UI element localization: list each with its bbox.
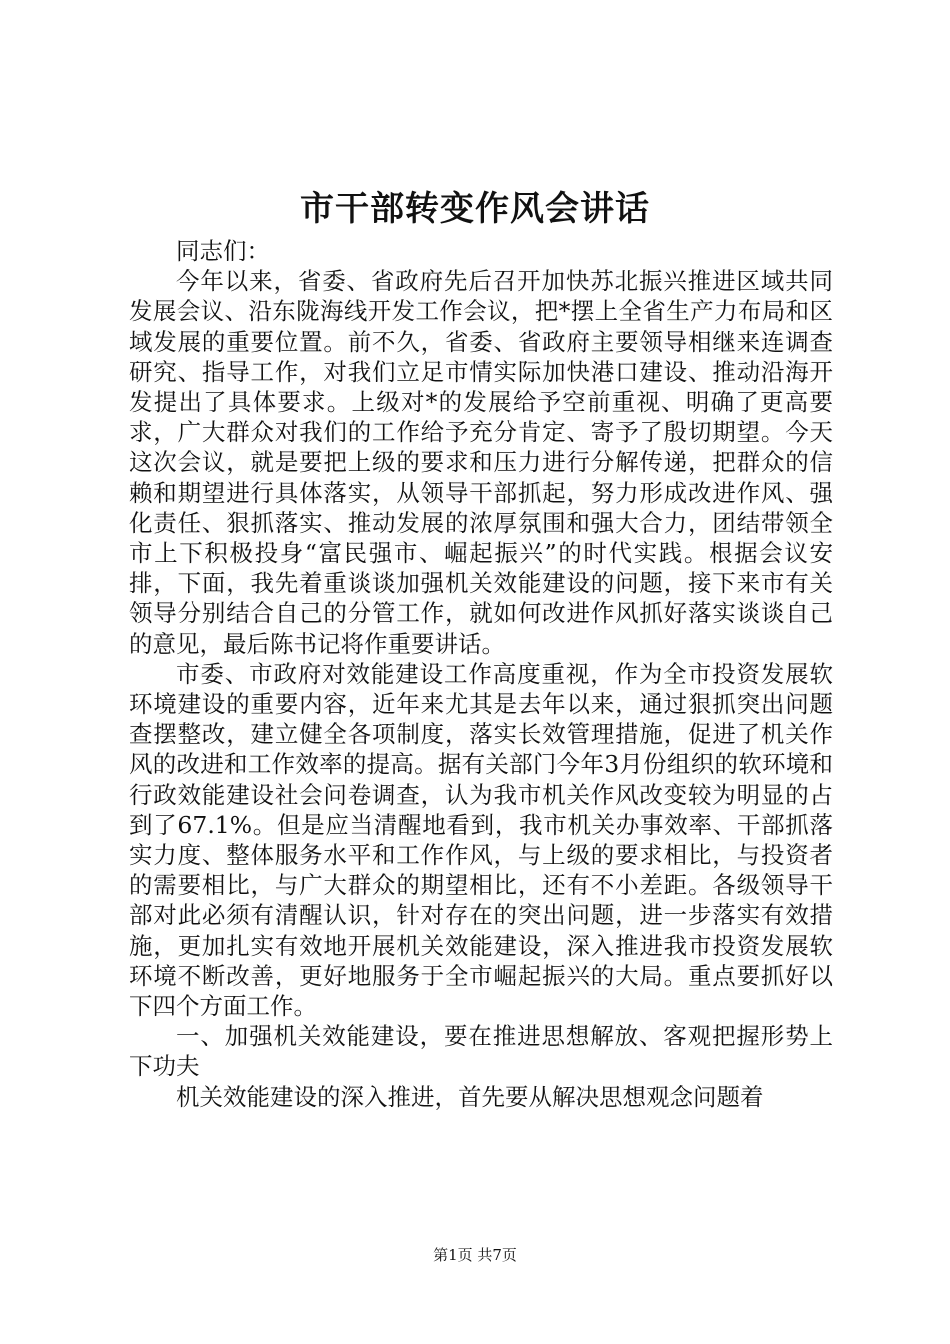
- body-paragraph: 今年以来，省委、省政府先后召开加快苏北振兴推进区域共同发展会议、沿东陇海线开发工作会议，把*摆上全省生产力布局和区域发展的重要位置。前不久，省委、省政府主要领导相继来连调查研究、指导工作，对我们立足市情实际加快港口建设、推动沿海开发提出了具体要求。上级对*的发展给予空前重视、明确了更高要求，广大群众对我们的工作给予充分肯定、寄予了殷切期望。今天这次会议，就是要把上级的要求和压力进行分解传递，把群众的信赖和期望进行具体落实，从领导干部抓起，努力形成改进作风、强化责任、狠抓落实、推动发展的浓厚氛围和强大合力，团结带领全市上下积极投身“富民强市、崛起振兴”的时代实践。根据会议安排，下面，我先着重谈谈加强机关效能建设的问题，接下来市有关领导分别结合自己的分管工作，就如何改进作风抓好落实谈谈自己的意见，最后陈书记将作重要讲话。: [129, 267, 833, 658]
- salutation-paragraph: 同志们：: [176, 237, 270, 265]
- document-body: [129, 236, 833, 1112]
- document-title: 市干部转变作风会讲话: [300, 189, 650, 229]
- section-heading: 一、加强机关效能建设，要在推进思想解放、客观把握形势上下功夫: [129, 1022, 833, 1081]
- body-paragraph: 市委、市政府对效能建设工作高度重视，作为全市投资发展软环境建设的重要内容，近年来尤其是去年以来，通过狠抓突出问题查摆整改，建立健全各项制度，落实长效管理措施，促进了机关作风的改进和工作效率的提高。据有关部门今年3月份组织的软环境和行政效能建设社会问卷调查，认为我市机关作风改变较为明显的占到了67.1%。但是应当清醒地看到，我市机关办事效率、干部抓落实力度、整体服务水平和工作作风，与上级的要求相比，与投资者的需要相比，与广大群众的期望相比，还有不小差距。各级领导干部对此必须有清醒认识，针对存在的突出问题，进一步落实有效措施，更加扎实有效地开展机关效能建设，深入推进我市投资发展软环境不断改善，更好地服务于全市崛起振兴的大局。重点要抓好以下四个方面工作。: [129, 659, 833, 1021]
- page-number-footer: 第1页 共7页: [433, 1246, 517, 1264]
- body-paragraph: 机关效能建设的深入推进，首先要从解决思想观念问题着: [176, 1082, 764, 1111]
